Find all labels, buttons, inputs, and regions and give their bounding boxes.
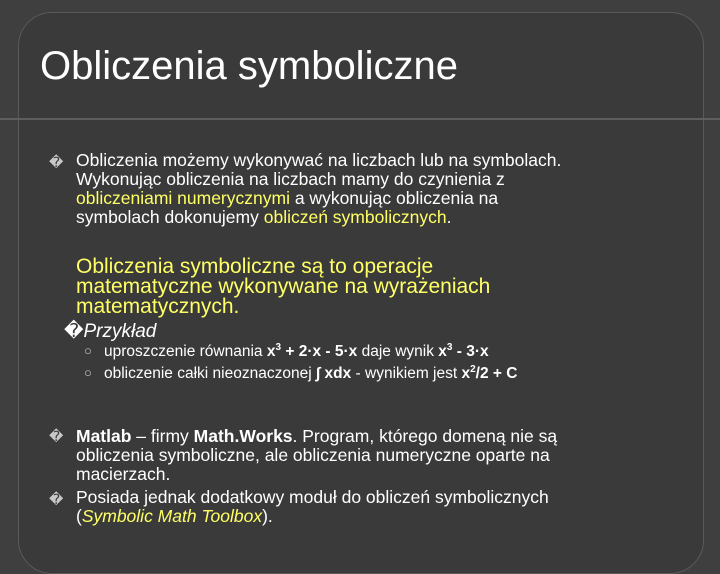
circle-bullet-icon: ○ — [84, 365, 92, 380]
definition-line-3: matematycznych. — [76, 295, 240, 318]
intro-line-3: obliczeniami numerycznymi a wykonując obliczenia na — [76, 188, 499, 208]
example-item-2: ○ obliczenie całki nieoznaczonej ∫ xdx - wynikiem jest $x^2/2 + C$ — [84, 363, 518, 382]
intro-line-1: Obliczenia możemy wykonywać na liczbach lub na symbolach. — [76, 150, 562, 170]
toolbox-line-1: Posiada jednak dodatkowy moduł do obliczeń symbolicznych — [76, 487, 549, 507]
highlight-toolbox: Symbolic Math Toolbox — [81, 506, 263, 526]
circle-bullet-icon: ○ — [84, 343, 92, 358]
intro-line-2: Wykonując obliczenia na liczbach mamy do czynienia z — [76, 169, 505, 189]
example-heading: �Przykład — [64, 321, 157, 342]
slide-title: Obliczenia symboliczne — [40, 44, 458, 88]
paragraph-matlab — [76, 427, 557, 484]
bullet-icon: � — [64, 321, 84, 342]
matlab-line-2: obliczenia symboliczne, ale obliczenia numeryczne oparte na — [76, 445, 550, 465]
matlab-line-1: Matlab – firmy Math.Works. Program, którego domeną nie są — [76, 426, 558, 446]
highlight-numeric: obliczeniami numerycznymi — [76, 188, 290, 208]
definition-block — [76, 257, 636, 317]
bullet-icon: � — [49, 428, 64, 444]
matlab-line-3: macierzach. — [76, 464, 171, 484]
paragraph-intro — [76, 151, 561, 227]
title-separator — [0, 118, 720, 120]
bullet-icon: � — [49, 491, 64, 507]
bullet-icon: � — [49, 154, 64, 170]
toolbox-line-2: (Symbolic Math Toolbox). — [76, 506, 273, 526]
definition-line-1: Obliczenia symboliczne są to operacje — [76, 255, 434, 278]
example-item-1: ○ uproszczenie równania $x^3 + 2\cdot x - 5\cdot x$ daje wynik $x^3 - 3\cdot x$ — [84, 341, 489, 360]
definition-line-2: matematyczne wykonywane na wyrażeniach — [76, 275, 491, 298]
highlight-symbolic: obliczeń symbolicznych — [263, 207, 447, 227]
intro-line-4: symbolach dokonujemy obliczeń symbolicznych. — [76, 207, 452, 227]
paragraph-toolbox — [76, 488, 549, 526]
